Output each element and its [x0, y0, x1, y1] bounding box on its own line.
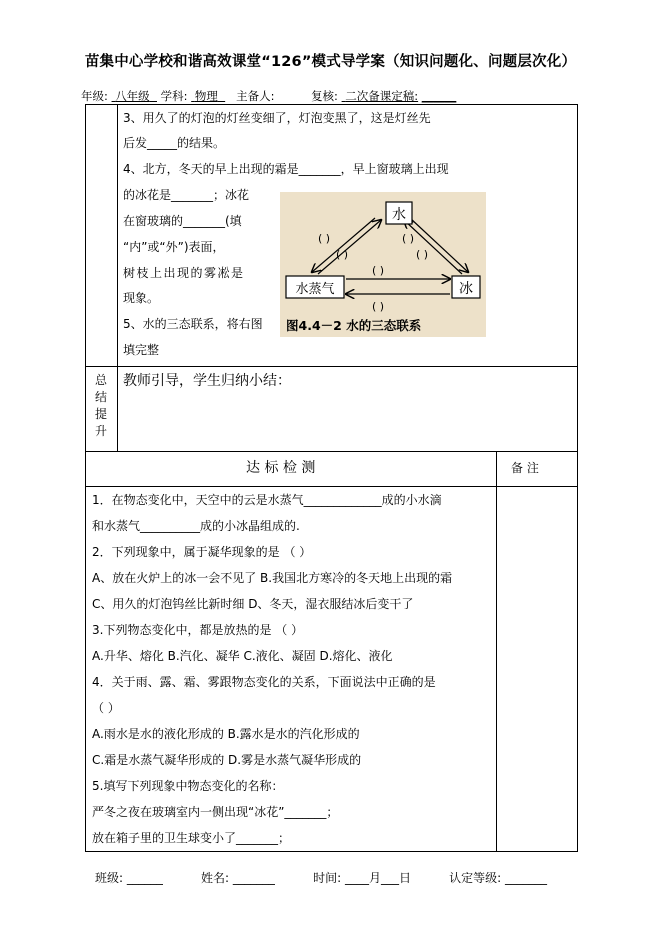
- time-blank-day: ___: [380, 871, 399, 885]
- label-column-divider: [117, 104, 118, 451]
- level-label: 认定等级:: [449, 871, 502, 885]
- summary-label-2: 结: [95, 390, 108, 404]
- name-label: 姓名:: [201, 871, 230, 885]
- paren-left-mid: ( ): [336, 248, 349, 261]
- paren-bottom: ( ): [372, 300, 385, 313]
- paren-bottom-top: ( ): [372, 264, 385, 277]
- test-line: 3.下列物态变化中，都是放热的是 （ ）: [92, 623, 304, 637]
- water-states-diagram: [280, 192, 486, 337]
- test-line: （ ）: [92, 701, 120, 715]
- summary-label-1: 总: [95, 373, 108, 387]
- q5-line1: 5、水的三态联系，将右图: [123, 317, 263, 331]
- q3-line1: 3、用久了的灯泡的灯丝变细了，灯泡变黑了，这是灯丝先: [123, 111, 431, 125]
- diagram-caption: 图4.4－2 水的三态联系: [286, 318, 422, 333]
- q4-line1: 4、北方，冬天的早上出现的霜是_______，早上窗玻璃上出现: [123, 162, 449, 176]
- class-blank: ______: [126, 871, 163, 885]
- test-line: C、用久的灯泡钨丝比新时细 D、冬天，湿衣服结冰后变干了: [92, 597, 414, 611]
- remark-heading: 备 注: [511, 461, 539, 475]
- footer: [95, 869, 547, 886]
- paren-right-mid: ( ): [416, 248, 429, 261]
- test-heading: 达 标 检 测: [246, 460, 316, 476]
- grade-value: 八年级: [115, 89, 150, 103]
- grade-label: 年级:: [81, 89, 108, 103]
- month-label: 月: [368, 871, 381, 885]
- test-line: C.霜是水蒸气凝华形成的 D.雾是水蒸气凝华形成的: [92, 753, 362, 767]
- remark-column-divider: [496, 451, 497, 851]
- node-water: 水: [392, 207, 406, 223]
- test-line: 和水蒸气__________成的小冰晶组成的.: [92, 519, 300, 533]
- subject-value: 物理: [194, 89, 218, 103]
- summary-divider: [85, 451, 578, 452]
- test-header-divider: [85, 486, 578, 487]
- test-line: 4．关于雨、露、霜、雾跟物态变化的关系，下面说法中正确的是: [92, 675, 436, 689]
- name-blank: _______: [232, 871, 275, 885]
- test-line: A、放在火炉上的冰一会不见了 B.我国北方寒冷的冬天地上出现的霜: [92, 571, 453, 585]
- top-section-divider: [85, 366, 578, 367]
- table-border-left: [85, 104, 86, 851]
- test-line: A.雨水是水的液化形成的 B.露水是水的汽化形成的: [92, 727, 360, 741]
- node-vapor: 水蒸气: [295, 282, 335, 297]
- test-line: A.升华、熔化 B.汽化、凝华 C.液化、凝固 D.熔化、液化: [92, 649, 393, 663]
- second-prep-blank: ______: [421, 89, 457, 103]
- second-prep-label: 二次备课定稿:: [345, 89, 419, 103]
- q4-line4: “内”或“外”)表面，: [123, 240, 225, 254]
- test-line: 2．下列现象中，属于凝华现象的是 （ ）: [92, 545, 312, 559]
- page-title: 苗集中心学校和谐高效课堂“126”模式导学案（知识问题化、问题层次化）: [84, 54, 577, 70]
- time-blank-month: ____: [344, 871, 369, 885]
- node-ice: 冰: [459, 281, 473, 297]
- class-label: 班级:: [95, 871, 124, 885]
- day-label: 日: [398, 871, 411, 885]
- q4-line6: 现象。: [123, 291, 160, 305]
- summary-text: 教师引导，学生归纳小结：: [123, 373, 291, 389]
- q4-line2: 的冰花是_______；冰花: [123, 188, 250, 202]
- paren-right-top: ( ): [402, 232, 415, 245]
- time-label: 时间:: [313, 871, 342, 885]
- table-border-right: [577, 104, 578, 851]
- level-blank: _______: [505, 871, 547, 885]
- subject-label: 学科:: [160, 89, 188, 103]
- table-border-top: [85, 104, 578, 105]
- summary-label-3: 提: [95, 407, 108, 421]
- test-line: 放在箱子里的卫生球变小了_______；: [92, 831, 291, 845]
- test-line: 严冬之夜在玻璃室内一侧出现“冰花”_______；: [92, 805, 339, 819]
- q4-line3: 在窗玻璃的_______(填: [123, 214, 242, 228]
- meta-line: [81, 88, 456, 104]
- q5-line2: 填完整: [123, 343, 160, 357]
- table-border-bottom: [85, 851, 578, 852]
- paren-left-top: ( ): [318, 232, 331, 245]
- reviewer-label: 复核:: [311, 89, 338, 103]
- preparer-label: 主备人:: [236, 89, 275, 103]
- summary-label-4: 升: [95, 424, 108, 438]
- test-line: 1．在物态变化中，天空中的云是水蒸气_____________成的小水滴: [92, 493, 442, 507]
- q3-line2: 后发_____的结果。: [123, 136, 226, 150]
- q4-line5: 树枝上出现的雾凇是: [123, 266, 245, 280]
- test-line: 5.填写下列现象中物态变化的名称：: [92, 779, 284, 793]
